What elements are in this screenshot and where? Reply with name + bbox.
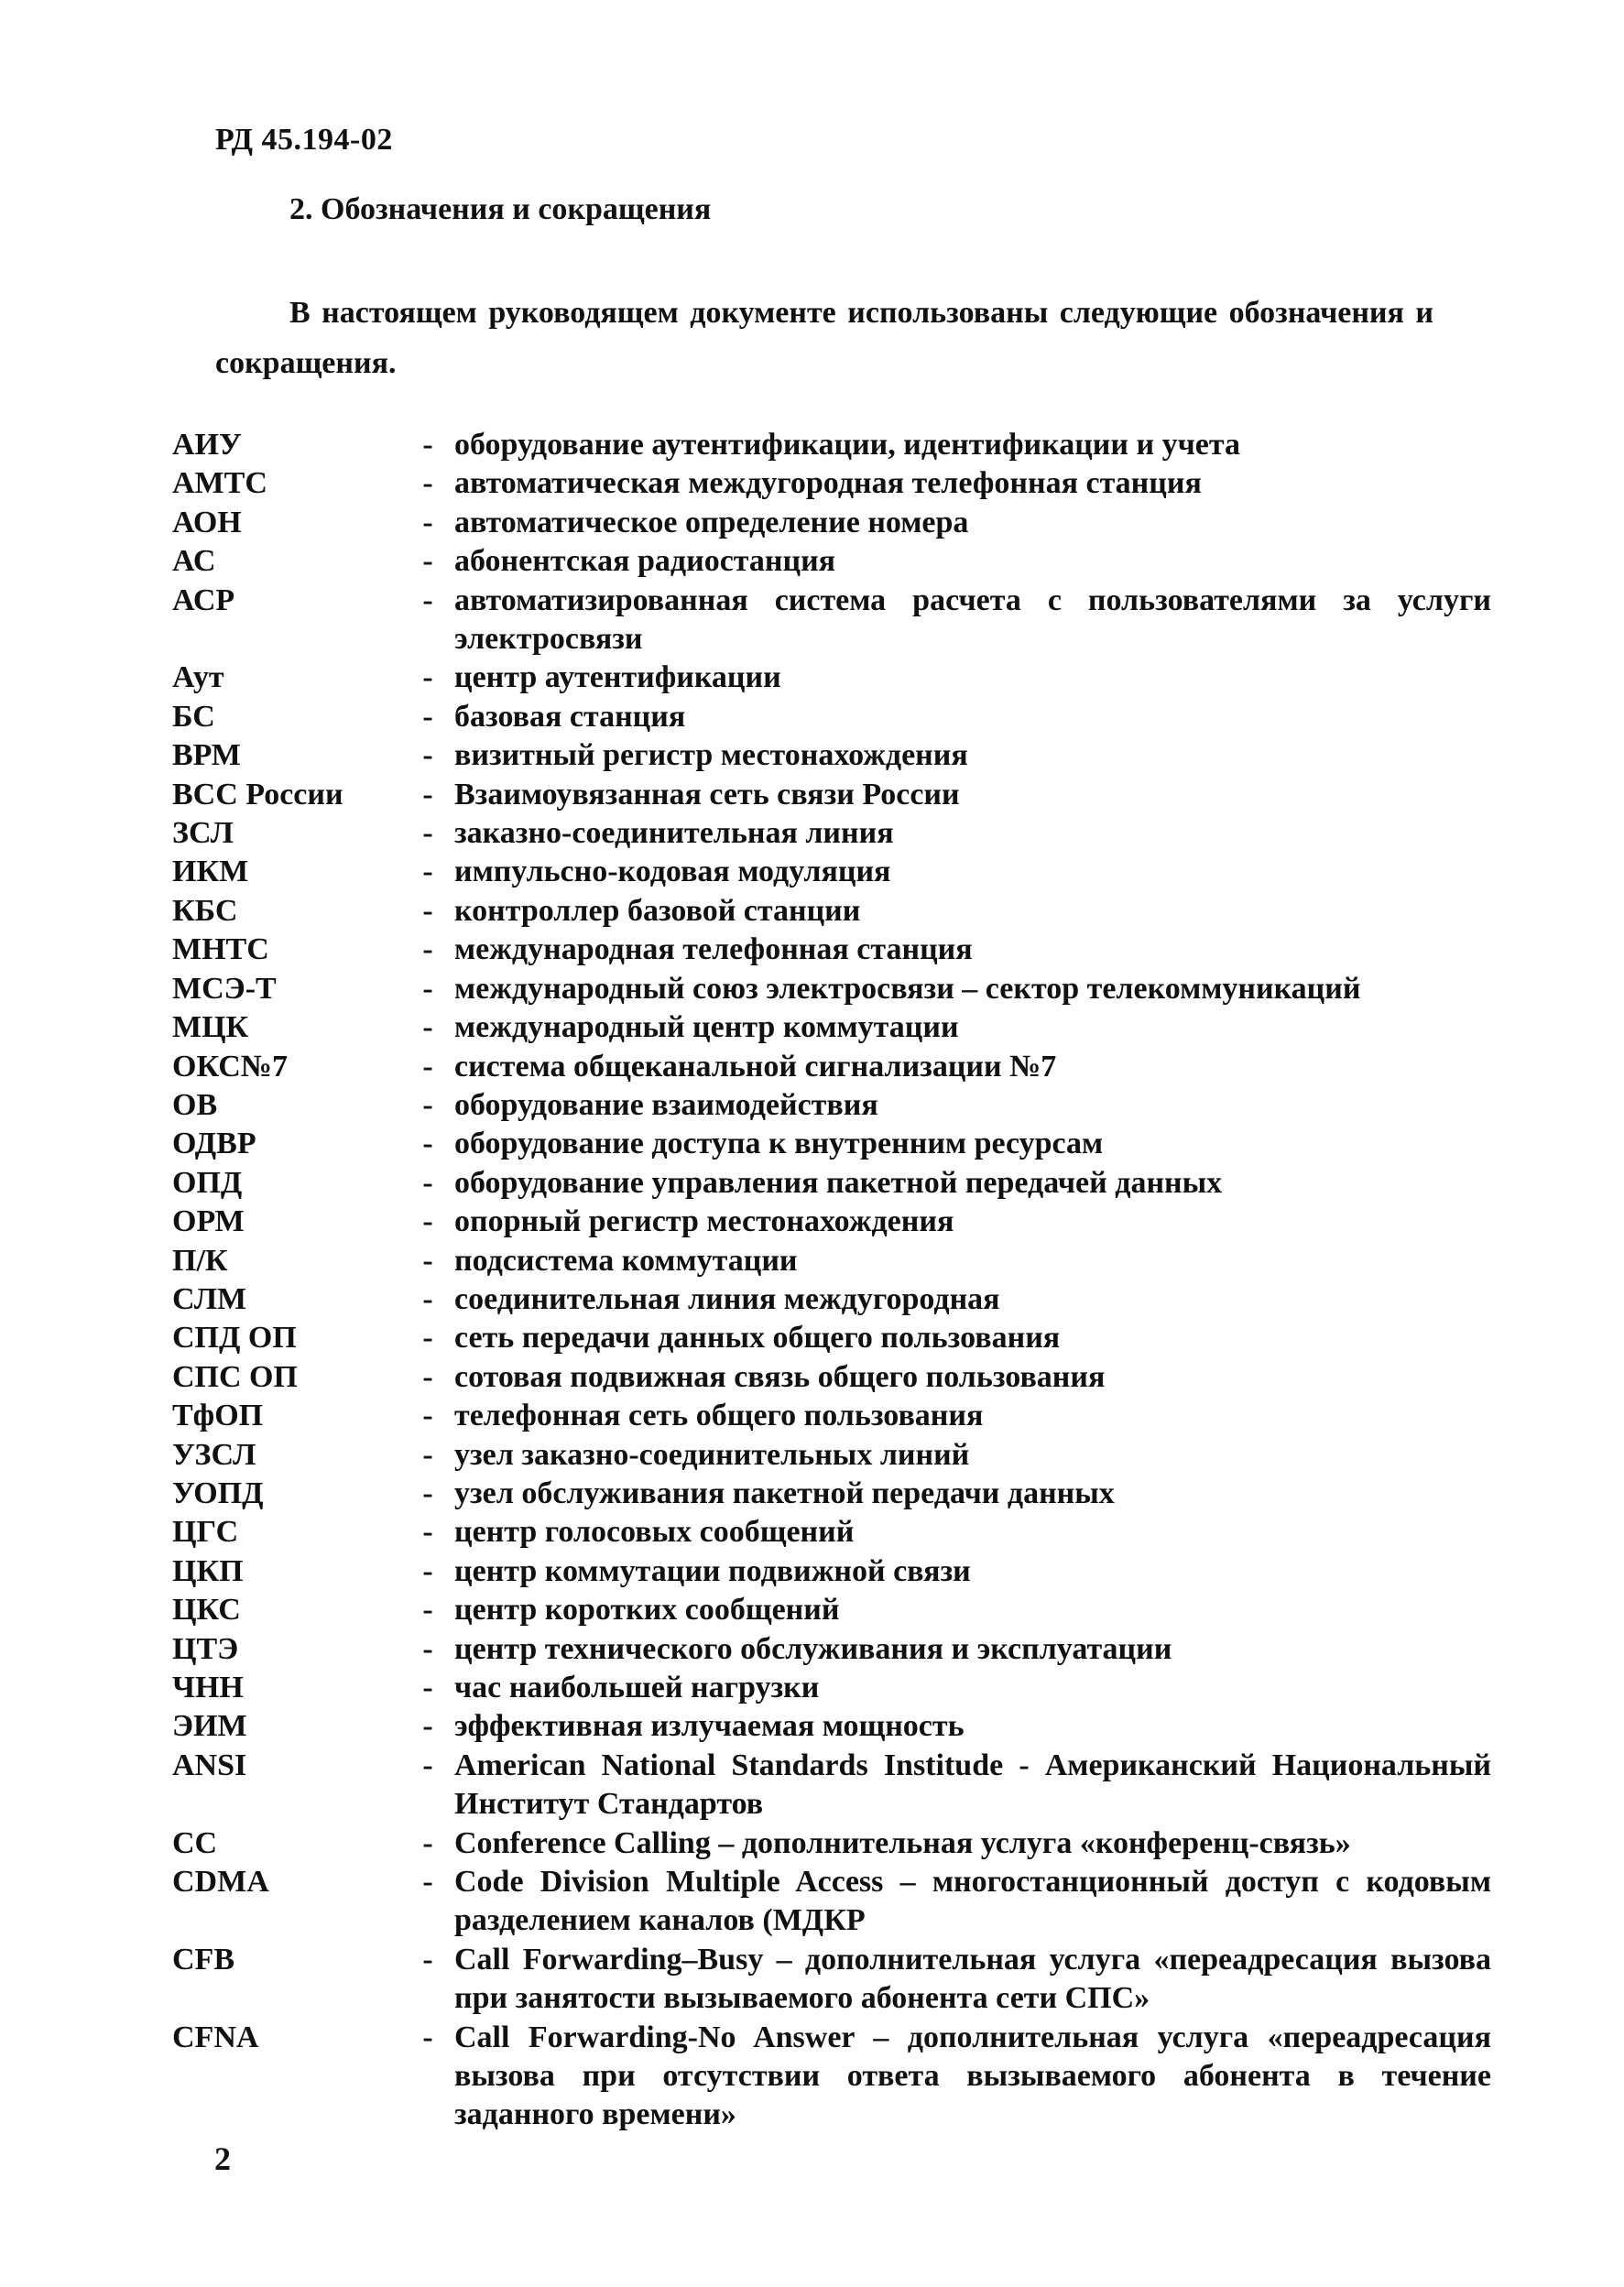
abbreviation-definition: соединительная линия междугородная: [454, 1281, 1000, 1316]
abbreviation-term: СЛМ: [172, 1281, 247, 1316]
abbreviation-separator: -: [422, 932, 433, 967]
abbreviation-definition: опорный регистр местонахождения: [454, 1204, 954, 1239]
abbreviation-definition: Взаимоувязанная сеть связи России: [454, 777, 960, 811]
abbreviation-separator: -: [422, 699, 433, 734]
abbreviation-separator: -: [422, 660, 433, 695]
abbreviation-term: МСЭ-Т: [172, 971, 277, 1006]
abbreviation-definition: Call Forwarding–Busy – дополнительная услуга «переадресация вызова при занятости вызываемого абонента сети СПС»: [454, 1942, 1491, 2016]
abbreviation-term: П/К: [172, 1243, 228, 1278]
abbreviation-term: АСР: [172, 583, 235, 617]
abbreviation-definition: сотовая подвижная связь общего пользования: [454, 1359, 1106, 1394]
abbreviation-separator: -: [422, 1593, 433, 1628]
abbreviation-separator: -: [422, 583, 433, 617]
abbreviation-term: ЦКС: [172, 1593, 241, 1628]
abbreviation-row: [172, 892, 1491, 931]
abbreviation-separator: -: [422, 738, 433, 773]
abbreviation-separator: -: [422, 855, 433, 889]
abbreviation-row: [172, 1747, 1491, 1824]
abbreviation-row: [172, 1008, 1491, 1047]
abbreviation-term: СПД ОП: [172, 1321, 297, 1356]
abbreviation-separator: -: [422, 1825, 433, 1860]
abbreviation-term: ЧНН: [172, 1671, 244, 1704]
section-title: 2. Обозначения и сокращения: [289, 192, 712, 226]
abbreviation-term: ИКМ: [172, 855, 249, 889]
abbreviation-separator: -: [422, 1437, 433, 1472]
abbreviation-separator: -: [422, 466, 433, 501]
abbreviation-row: [172, 853, 1491, 891]
abbreviation-row: [172, 1436, 1491, 1475]
abbreviation-term: АС: [172, 544, 216, 579]
abbreviation-row: [172, 2019, 1491, 2135]
page-number: 2: [214, 2140, 231, 2177]
abbreviation-row: [172, 464, 1491, 503]
abbreviation-row: [172, 931, 1491, 969]
abbreviation-row: [172, 776, 1491, 814]
abbreviation-term: CFB: [172, 1942, 234, 1977]
abbreviation-separator: -: [422, 1748, 433, 1782]
abbreviation-term: ЦТЭ: [172, 1631, 239, 1666]
abbreviation-separator: -: [422, 893, 433, 928]
abbreviation-separator: -: [422, 1476, 433, 1510]
abbreviation-row: [172, 426, 1491, 464]
abbreviation-definition: международная телефонная станция: [454, 932, 973, 967]
abbreviation-separator: -: [422, 1281, 433, 1316]
abbreviation-row: [172, 1048, 1491, 1086]
abbreviation-term: БС: [172, 699, 215, 734]
abbreviation-separator: -: [422, 1942, 433, 1977]
abbreviation-definition: час наибольшей нагрузки: [454, 1671, 820, 1704]
abbreviation-definition: международный центр коммутации: [454, 1010, 959, 1045]
intro-paragraph: В настоящем руководящем документе использованы следующие обозначения и сокращения.: [215, 296, 1433, 380]
abbreviation-definition: оборудование аутентификации, идентификации и учета: [454, 428, 1240, 462]
abbreviation-definition: международный союз электросвязи – сектор телекоммуникаций: [454, 971, 1361, 1006]
abbreviation-term: ANSI: [172, 1748, 247, 1782]
abbreviation-term: МНТС: [172, 932, 269, 967]
abbreviation-term: ЦКП: [172, 1553, 244, 1588]
abbreviation-row: [172, 1630, 1491, 1669]
abbreviation-row: [172, 1669, 1491, 1707]
abbreviation-row: [172, 1242, 1491, 1280]
abbreviation-separator: -: [422, 1010, 433, 1045]
abbreviation-separator: -: [422, 1553, 433, 1588]
abbreviation-definition: узел заказно-соединительных линий: [454, 1437, 970, 1472]
abbreviation-definition: абонентская радиостанция: [454, 544, 836, 579]
abbreviation-term: ОДВР: [172, 1127, 256, 1161]
abbreviation-row: [172, 659, 1491, 697]
abbreviation-term: АИУ: [172, 428, 242, 462]
abbreviation-term: АОН: [172, 505, 242, 539]
abbreviation-separator: -: [422, 505, 433, 539]
abbreviation-row: [172, 582, 1491, 659]
abbreviation-row: [172, 1475, 1491, 1513]
abbreviation-term: ЗСЛ: [172, 816, 234, 851]
abbreviation-definition: оборудование управления пакетной передачей данных: [454, 1165, 1223, 1200]
abbreviation-term: УОПД: [172, 1476, 264, 1510]
abbreviation-term: КБС: [172, 893, 238, 928]
abbreviation-term: ЭИМ: [172, 1709, 247, 1744]
abbreviation-term: ВСС России: [172, 777, 343, 811]
abbreviation-separator: -: [422, 544, 433, 579]
abbreviation-row: [172, 814, 1491, 853]
abbreviation-list: [172, 426, 1491, 2135]
abbreviation-separator: -: [422, 971, 433, 1006]
abbreviation-definition: базовая станция: [454, 699, 686, 734]
abbreviation-row: [172, 1086, 1491, 1125]
abbreviation-separator: -: [422, 2020, 433, 2054]
abbreviation-separator: -: [422, 1399, 433, 1433]
abbreviation-separator: -: [422, 1087, 433, 1122]
abbreviation-separator: -: [422, 1865, 433, 1900]
abbreviation-definition: автоматическое определение номера: [454, 505, 969, 539]
abbreviation-definition: Call Forwarding-No Answer – дополнительная услуга «переадресация вызова при отсутствии ответа вызываемого абонента в течение заданного времени»: [454, 2020, 1491, 2132]
abbreviation-row: [172, 1280, 1491, 1319]
abbreviation-definition: центр аутентификации: [454, 660, 781, 695]
abbreviation-term: ТфОП: [172, 1399, 264, 1433]
abbreviation-row: [172, 1824, 1491, 1863]
abbreviation-separator: -: [422, 1321, 433, 1356]
abbreviation-row: [172, 1319, 1491, 1357]
abbreviation-separator: -: [422, 1359, 433, 1394]
abbreviation-term: CC: [172, 1825, 218, 1860]
abbreviation-definition: центр коротких сообщений: [454, 1593, 840, 1628]
abbreviation-separator: -: [422, 428, 433, 462]
abbreviation-definition: система общеканальной сигнализации №7: [454, 1049, 1057, 1084]
abbreviation-row: [172, 1591, 1491, 1629]
abbreviation-separator: -: [422, 816, 433, 851]
abbreviation-term: ОВ: [172, 1087, 218, 1122]
abbreviation-separator: -: [422, 1127, 433, 1161]
abbreviation-term: CFNA: [172, 2020, 259, 2054]
abbreviation-separator: -: [422, 777, 433, 811]
abbreviation-definition: эффективная излучаемая мощность: [454, 1709, 965, 1744]
abbreviation-row: [172, 698, 1491, 736]
abbreviation-separator: -: [422, 1671, 433, 1704]
abbreviation-row: [172, 542, 1491, 581]
abbreviation-definition: подсистема коммутации: [454, 1243, 798, 1278]
abbreviation-row: [172, 1397, 1491, 1435]
abbreviation-separator: -: [422, 1709, 433, 1744]
abbreviation-term: АМТС: [172, 466, 267, 501]
abbreviation-separator: -: [422, 1049, 433, 1084]
abbreviation-definition: визитный регистр местонахождения: [454, 738, 968, 773]
abbreviation-term: ОРМ: [172, 1204, 245, 1239]
abbreviation-row: [172, 1707, 1491, 1746]
abbreviation-row: [172, 970, 1491, 1008]
abbreviation-term: CDMA: [172, 1865, 269, 1900]
abbreviation-definition: центр технического обслуживания и эксплуатации: [454, 1631, 1172, 1666]
abbreviation-definition: заказно-соединительная линия: [454, 816, 894, 851]
abbreviation-row: [172, 1552, 1491, 1591]
abbreviation-definition: импульсно-кодовая модуляция: [454, 855, 891, 889]
abbreviation-definition: Code Division Multiple Access – многостанционный доступ с кодовым разделением каналов (МДКР: [454, 1865, 1491, 1938]
abbreviation-row: [172, 1358, 1491, 1397]
abbreviation-term: ЦГС: [172, 1515, 239, 1550]
abbreviation-definition: телефонная сеть общего пользования: [454, 1399, 984, 1433]
abbreviation-row: [172, 1863, 1491, 1941]
abbreviation-term: ОКС№7: [172, 1049, 288, 1084]
abbreviation-definition: центр голосовых сообщений: [454, 1515, 855, 1550]
abbreviation-definition: автоматическая междугородная телефонная станция: [454, 466, 1202, 501]
abbreviation-row: [172, 504, 1491, 542]
abbreviation-row: [172, 1125, 1491, 1163]
abbreviation-row: [172, 1164, 1491, 1203]
abbreviation-term: УЗСЛ: [172, 1437, 256, 1472]
abbreviation-term: ВРМ: [172, 738, 241, 773]
abbreviation-term: ОПД: [172, 1165, 243, 1200]
abbreviation-row: [172, 736, 1491, 775]
abbreviation-term: СПС ОП: [172, 1359, 298, 1394]
abbreviation-definition: American National Standards Institude - Американский Национальный Институт Стандартов: [454, 1748, 1491, 1822]
abbreviation-definition: центр коммутации подвижной связи: [454, 1553, 971, 1588]
abbreviation-row: [172, 1203, 1491, 1241]
abbreviation-row: [172, 1941, 1491, 2019]
abbreviation-row: [172, 1513, 1491, 1552]
abbreviation-definition: Conference Calling – дополнительная услуга «конференц-связь»: [454, 1825, 1351, 1860]
abbreviation-term: Аут: [172, 660, 224, 695]
abbreviation-definition: контроллер базовой станции: [454, 893, 861, 928]
abbreviation-separator: -: [422, 1165, 433, 1200]
abbreviation-definition: оборудование взаимодействия: [454, 1087, 878, 1122]
abbreviation-definition: сеть передачи данных общего пользования: [454, 1321, 1061, 1356]
abbreviation-separator: -: [422, 1204, 433, 1239]
abbreviation-separator: -: [422, 1243, 433, 1278]
abbreviation-separator: -: [422, 1515, 433, 1550]
document-code: РД 45.194-02: [215, 123, 393, 157]
abbreviation-separator: -: [422, 1631, 433, 1666]
abbreviation-definition: оборудование доступа к внутренним ресурсам: [454, 1127, 1104, 1161]
abbreviation-definition: автоматизированная система расчета с пользователями за услуги электросвязи: [454, 583, 1491, 657]
abbreviation-term: МЦК: [172, 1010, 249, 1045]
abbreviation-definition: узел обслуживания пакетной передачи данных: [454, 1476, 1115, 1510]
